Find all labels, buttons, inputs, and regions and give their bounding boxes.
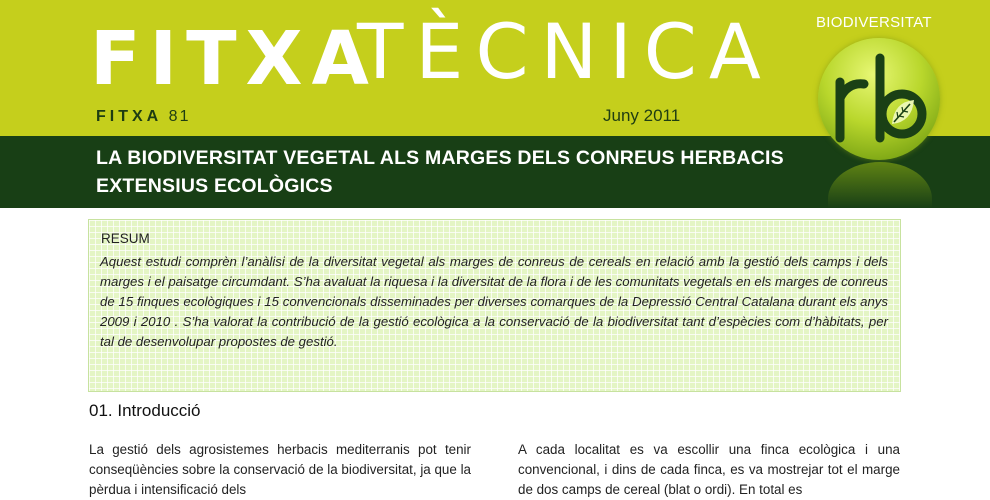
fitxa-label: FITXA (96, 108, 163, 125)
document-title-line2: EXTENSIUS ECOLÒGICS (96, 175, 333, 197)
masthead-title-fitxa: FITXA (90, 16, 378, 102)
body-column-left: La gestió dels agrosistemes herbacis mediterranis pot tenir conseqüències sobre la conservació de la biodiversitat, ja que la pèrdua i intensificació dels (89, 442, 471, 497)
abstract-text: Aquest estudi comprèn l’anàlisi de la diversitat vegetal als marges de conreus de cereals en relació amb la gestió dels camps i dels marges i el paisatge circumdant. S’ha avaluat la riquesa i la diversitat de la flora i de les comunitats vegetals en els marges de conreus de 15 finques ecològiques i 15 convencionals disseminades per diverses comarques de la Depressió Central Catalana durant els anys 2009 i 2010 . S’ha valorat la contribució de la gestió ecològica a la conservació de la biodiversitat tant d’espècies com d’hàbitats, per tal de desenvolupar propostes de gestió. (100, 254, 888, 349)
fitxa-number-value: 81 (168, 108, 191, 125)
brand-label: BIODIVERSITAT (816, 14, 932, 31)
abstract-heading: RESUM (101, 231, 150, 246)
fitxa-number (96, 108, 190, 126)
masthead-title-tecnica: TÈCNICA (357, 7, 773, 96)
section-heading-introduccio: 01. Introducció (89, 401, 201, 420)
issue-date: Juny 2011 (603, 106, 681, 125)
rb-leaf-icon (818, 38, 940, 160)
body-column-right: A cada localitat es va escollir una finca ecològica i una convencional, i dins de cada finca, es va mostrejar tot el marge de dos camps de cereal (blat o ordi). En total es (518, 442, 900, 497)
document-title-line1: LA BIODIVERSITAT VEGETAL ALS MARGES DELS CONREUS HERBACIS (96, 147, 784, 169)
biodiversitat-logo (818, 38, 940, 160)
document-title (96, 144, 856, 200)
